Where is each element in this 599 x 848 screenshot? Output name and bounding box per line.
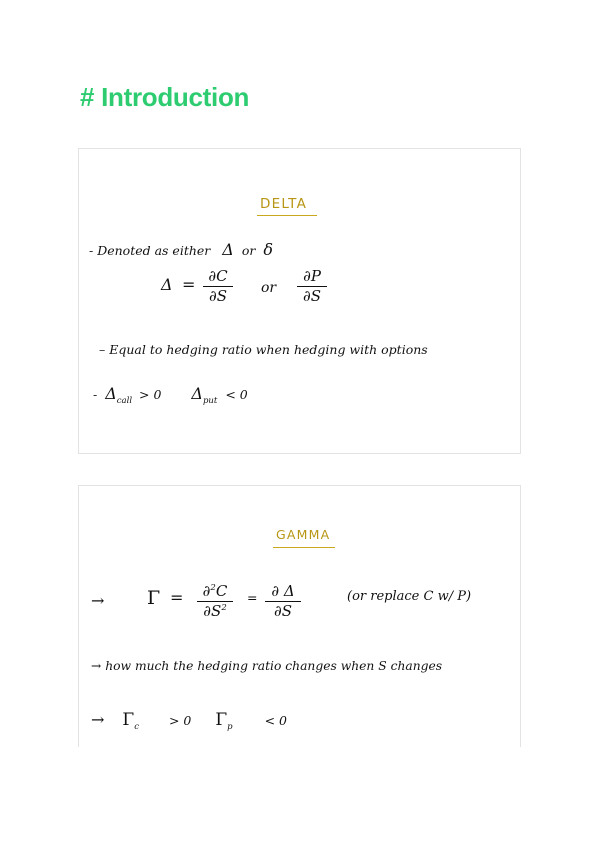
- gamma-equals-2: =: [247, 590, 258, 605]
- delta-title-underline: [257, 215, 317, 216]
- gamma-frac1-num-tail: C: [215, 582, 228, 600]
- gamma-frac2-den: ∂S: [273, 602, 293, 620]
- delta-eq-lhs: Δ: [161, 275, 173, 294]
- gamma-arrow-1: →: [91, 591, 105, 610]
- frac-put-denominator: ∂S: [302, 287, 322, 305]
- gamma-line-hedging-ratio: → how much the hedging ratio changes when S changes: [91, 659, 443, 673]
- delta-call-relation: > 0: [139, 387, 162, 402]
- delta-line-hedging: – Equal to hedging ratio when hedging with options: [99, 342, 428, 357]
- delta-call-symbol: Δ: [105, 384, 117, 403]
- gamma-equals-1: =: [170, 588, 184, 607]
- gamma-call-subscript: c: [134, 722, 139, 732]
- denoted-text: - Denoted as either: [89, 243, 211, 258]
- frac-put-numerator: ∂P: [303, 267, 321, 285]
- gamma-frac1-den: ∂S: [203, 602, 222, 620]
- delta-symbol-upper: Δ: [222, 240, 234, 259]
- gamma-frac2-num: ∂ Δ: [271, 582, 295, 600]
- gamma-symbol: Γ: [147, 587, 161, 609]
- delta-eq-equals: =: [182, 275, 196, 294]
- delta-fraction-put: [297, 269, 327, 304]
- gamma-frac1-den-sup: 2: [221, 603, 227, 613]
- gamma-frac1-num: ∂: [202, 582, 211, 600]
- gamma-call-relation: > 0: [168, 713, 192, 728]
- delta-call-subscript: call: [116, 396, 133, 406]
- gamma-title: GAMMA: [276, 527, 331, 542]
- delta-put-symbol: Δ: [191, 384, 203, 403]
- gamma-frac1-num-sup: 2: [210, 583, 216, 593]
- gamma-fraction-delta: [265, 584, 301, 619]
- delta-put-subscript: put: [202, 396, 218, 406]
- gamma-put-subscript: p: [227, 722, 233, 732]
- frac-call-denominator: ∂S: [208, 287, 228, 305]
- gamma-put-relation: < 0: [264, 713, 287, 728]
- delta-fraction-call: [203, 269, 233, 304]
- delta-note-image: [78, 148, 521, 454]
- gamma-fraction-second-derivative: [197, 584, 233, 619]
- gamma-title-underline: [273, 547, 335, 548]
- delta-eq-or: or: [261, 280, 277, 296]
- gamma-line-signs: [91, 710, 287, 732]
- delta-symbol-lower: δ: [263, 240, 273, 259]
- delta-line-signs: [93, 384, 248, 406]
- page-title: # Introduction: [80, 82, 250, 112]
- signs-dash: -: [93, 387, 98, 402]
- gamma-put-symbol: Γ: [215, 710, 228, 730]
- denoted-or: or: [241, 243, 256, 258]
- gamma-note-image: [78, 485, 521, 747]
- delta-title: DELTA: [260, 196, 308, 212]
- gamma-call-symbol: Γ: [122, 710, 135, 730]
- frac-call-numerator: ∂C: [208, 267, 228, 285]
- gamma-note: (or replace C w/ P): [347, 589, 472, 604]
- delta-put-relation: < 0: [225, 387, 248, 402]
- delta-line-denoted: [89, 242, 273, 258]
- gamma-arrow-3: →: [91, 710, 105, 729]
